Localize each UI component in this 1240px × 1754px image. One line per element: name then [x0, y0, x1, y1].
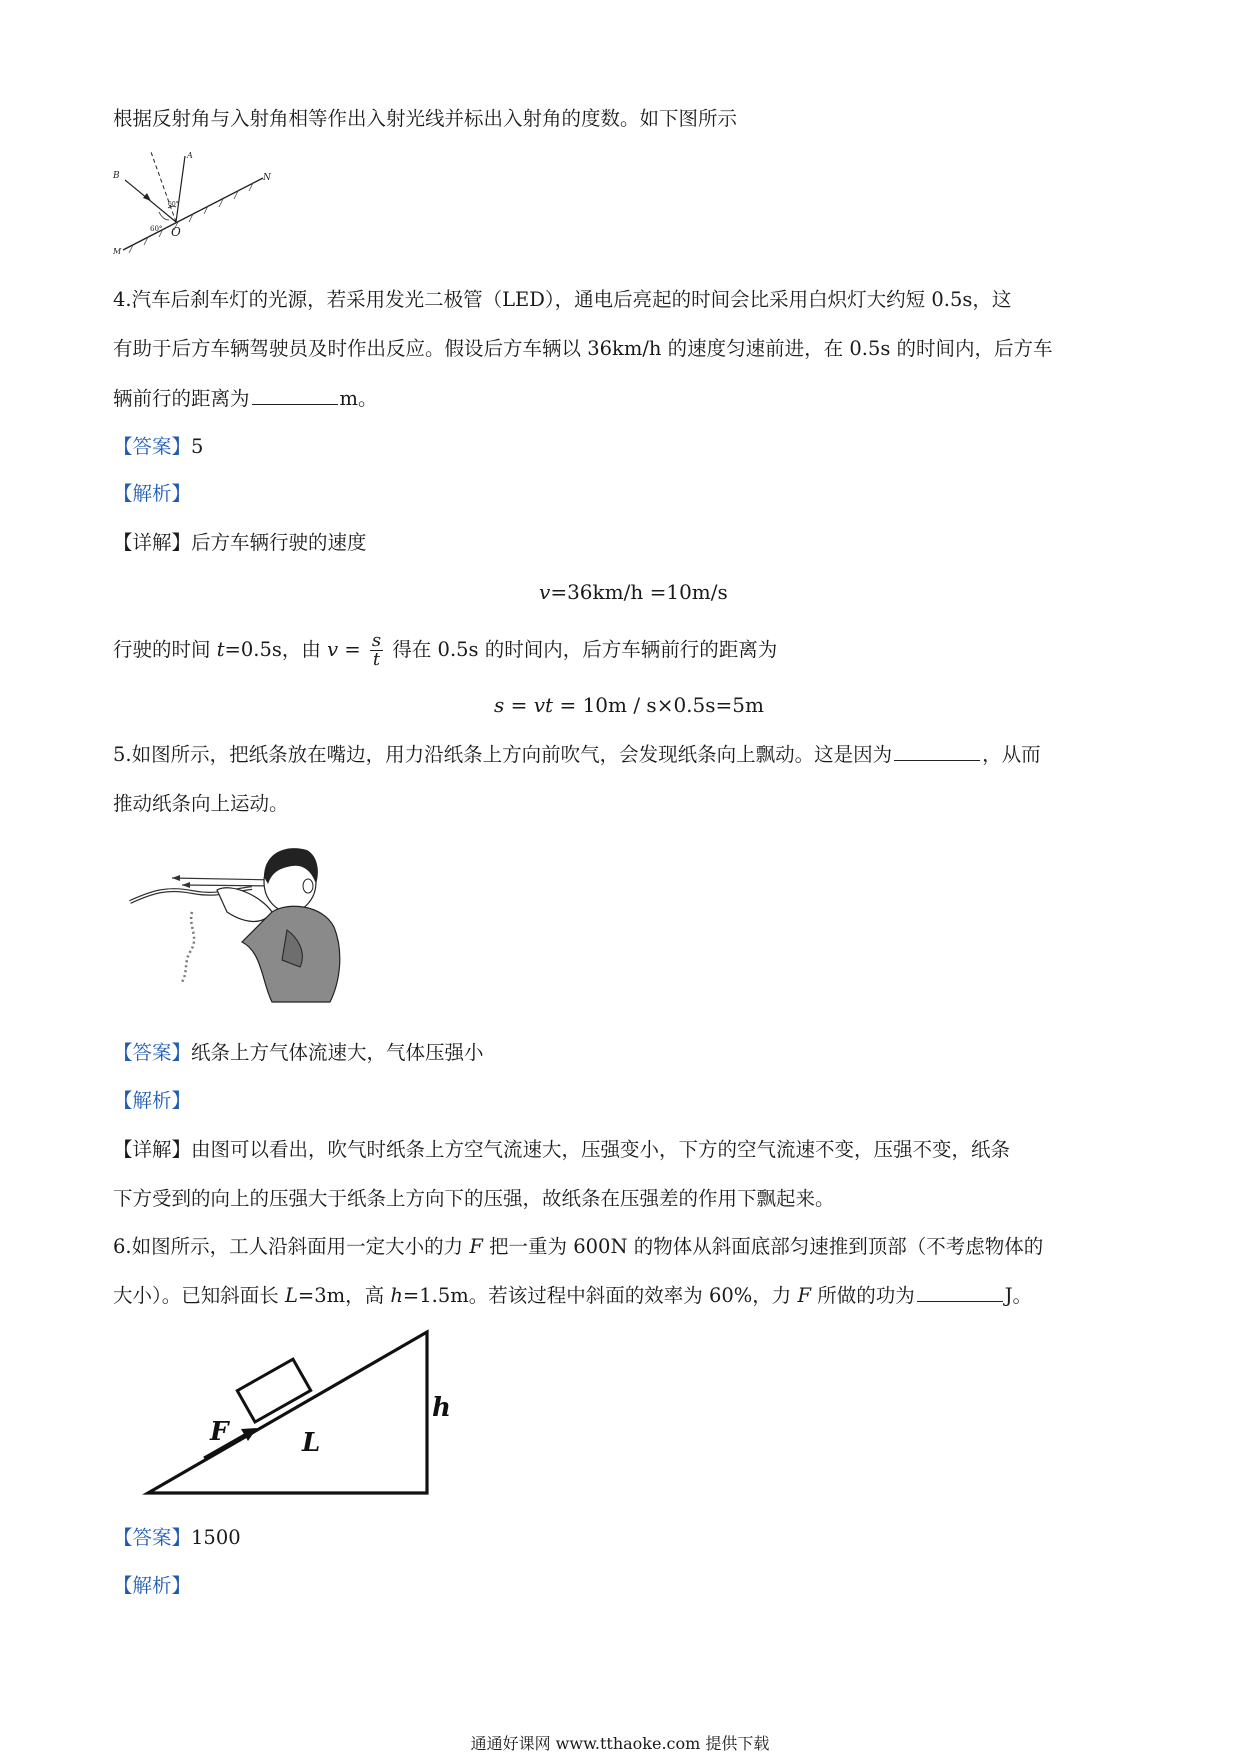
- q5-detail-line2: 下方受到的向上的压强大于纸条上方向下的压强，故纸条在压强差的作用下飘起来。: [113, 1187, 835, 1210]
- airflow-arrow-1: [172, 878, 277, 880]
- detail-label: 【详解】: [113, 1138, 192, 1161]
- q5-answer-blank: [894, 742, 980, 761]
- q6-var-L: L: [284, 1284, 298, 1307]
- inclined-plane-diagram: [140, 1328, 451, 1503]
- q6-line1-a: 6.如图所示，工人沿斜面用一定大小的力: [113, 1235, 470, 1258]
- formula-v: v: [327, 638, 339, 661]
- angle-arc-big: [159, 212, 169, 220]
- boy-arms: [217, 888, 272, 922]
- q4-equation-speed: [539, 579, 728, 605]
- q6-line2: [113, 1283, 1032, 1309]
- formula-eq: =: [338, 638, 367, 661]
- formula-fraction: [370, 632, 383, 669]
- falling-paper-dots: [182, 912, 194, 982]
- q4-detail: [113, 530, 367, 556]
- detail-label: 【详解】: [113, 531, 192, 554]
- intro-text: 根据反射角与入射角相等作出入射光线并标出入射角的度数。如下图所示: [113, 107, 738, 130]
- q5-detail-line1: [113, 1137, 1010, 1163]
- eq-speed-rest: =36km/h =10m/s: [550, 580, 728, 604]
- fig-label-L: L: [302, 1428, 321, 1458]
- eq-var-v: v: [539, 580, 551, 604]
- q6-var-F2: F: [797, 1284, 812, 1307]
- block: [237, 1359, 310, 1422]
- eq-equals: =: [504, 693, 534, 717]
- eq-var-vt: vt: [533, 693, 554, 717]
- q6-line2-a: 大小）。已知斜面长: [113, 1284, 285, 1307]
- q4-line3-unit: m。: [339, 387, 378, 410]
- detail-text: 由图可以看出，吹气时纸条上方空气流速大，压强变小，下方的空气流速不变，压强不变，纸条: [191, 1138, 1011, 1161]
- label-A: A: [187, 151, 193, 160]
- q4-line3-text: 辆前行的距离为: [113, 387, 250, 410]
- label-B: B: [113, 171, 120, 181]
- fig-label-F: F: [210, 1417, 229, 1447]
- q4-line1: 4.汽车后刹车灯的光源，若采用发光二极管（LED），通电后亮起的时间会比采用白炽灯大约短 0.5s，这: [113, 288, 1012, 311]
- eq-distance-rest: = 10m / s×0.5s=5m: [553, 693, 764, 717]
- q5-line1: [113, 742, 1041, 768]
- incident-arrow: [143, 193, 151, 201]
- answer-text: 1500: [191, 1526, 241, 1549]
- time-var-t: t: [216, 638, 225, 661]
- q5-line1-text: 5.如图所示，把纸条放在嘴边，用力沿纸条上方向前吹气，会发现纸条向上飘动。这是因为: [113, 743, 893, 766]
- q6-var-h: h: [390, 1284, 403, 1307]
- fraction-numerator: s: [371, 630, 382, 651]
- page-footer: 通通好课网 www.tthaoke.com 提供下载: [470, 1734, 770, 1753]
- time-text-b: =0.5s，由: [224, 638, 328, 661]
- fig-label-h: h: [432, 1393, 451, 1423]
- answer-label: 【答案】: [113, 435, 192, 458]
- eq-var-s: s: [494, 693, 505, 717]
- q6-answer-blank: [917, 1283, 1003, 1302]
- reflection-diagram: [113, 150, 273, 260]
- incline-triangle: [148, 1332, 427, 1493]
- fraction-denominator: t: [372, 649, 381, 670]
- q5-analysis-label: 【解析】: [113, 1089, 192, 1112]
- q5-line1-end: ，从而: [982, 743, 1041, 766]
- label-M: M: [113, 247, 122, 256]
- q6-line2-c: =1.5m。若该过程中斜面的效率为 60%，力: [402, 1284, 798, 1307]
- q4-line3: [113, 386, 378, 412]
- q4-line2: 有助于后方车辆驾驶员及时作出反应。假设后方车辆以 36km/h 的速度匀速前进，在 0.5s 的时间内，后方车: [113, 337, 1053, 360]
- q4-time-line: [113, 632, 777, 669]
- q6-var-F: F: [469, 1235, 483, 1258]
- answer-label: 【答案】: [113, 1041, 192, 1064]
- q6-line2-e: J。: [1004, 1284, 1033, 1307]
- detail-text: 后方车辆行驶的速度: [191, 531, 367, 554]
- q4-equation-distance: [494, 692, 764, 718]
- answer-label: 【答案】: [113, 1526, 192, 1549]
- q6-line1: [113, 1234, 1043, 1260]
- q6-analysis-label: 【解析】: [113, 1574, 192, 1597]
- q4-analysis-label: 【解析】: [113, 482, 192, 505]
- q6-answer: [113, 1525, 241, 1551]
- q5-line2: 推动纸条向上运动。: [113, 792, 289, 815]
- boy-ear: [303, 879, 313, 893]
- q6-line2-b: =3m，高: [297, 1284, 391, 1307]
- angle-label-small: 60°: [168, 201, 179, 208]
- q6-line1-b: 把一重为 600N 的物体从斜面底部匀速推到顶部（不考虑物体的: [482, 1235, 1044, 1258]
- boy-blowing-paper-figure: [122, 842, 352, 1012]
- q4-answer-blank: [252, 386, 338, 405]
- answer-text: 纸条上方气体流速大，气体压强小: [191, 1041, 484, 1064]
- reflected-ray: [176, 156, 185, 222]
- q5-answer: [113, 1040, 484, 1066]
- angle-label-big: 60°: [150, 225, 163, 233]
- q6-line2-d: 所做的功为: [811, 1284, 915, 1307]
- time-text-c: 得在 0.5s 的时间内，后方车辆前行的距离为: [386, 638, 778, 661]
- airflow-arrow-2: [182, 885, 277, 886]
- mirror-hatching: [129, 183, 253, 253]
- time-text-a: 行驶的时间: [113, 638, 217, 661]
- label-N: N: [263, 173, 271, 183]
- label-O: O: [171, 225, 181, 239]
- answer-text: 5: [191, 435, 204, 458]
- q4-answer: [113, 434, 203, 460]
